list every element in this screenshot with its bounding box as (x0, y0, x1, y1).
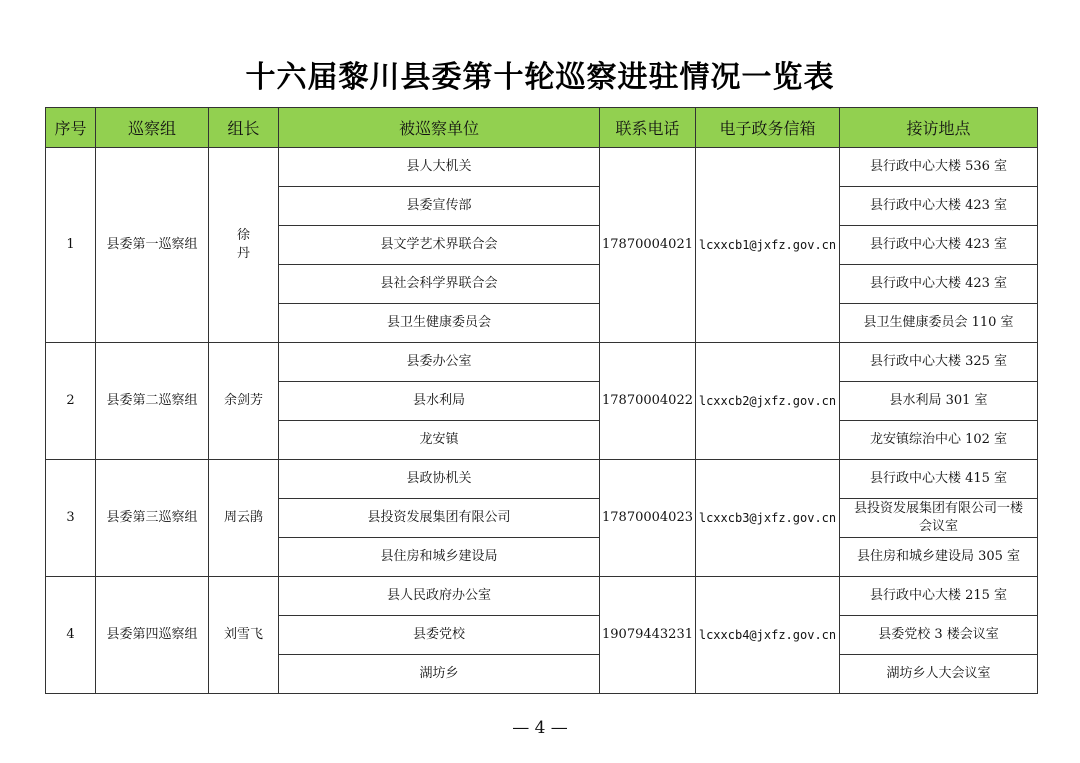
table-row (46, 460, 1038, 499)
inspected-unit: 县人民政府办公室 (279, 577, 600, 616)
visit-location: 县住房和城乡建设局 305 室 (840, 538, 1038, 577)
inspected-unit: 县住房和城乡建设局 (279, 538, 600, 577)
page-number: — 4 — (512, 718, 568, 738)
visit-location: 县行政中心大楼 536 室 (840, 148, 1038, 187)
table-row (46, 343, 1038, 382)
contact-phone: 17870004023 (600, 460, 696, 577)
group-leader: 刘雪飞 (209, 577, 279, 694)
visit-location: 县行政中心大楼 423 室 (840, 265, 1038, 304)
group-name: 县委第三巡察组 (96, 460, 209, 577)
contact-email: lcxxcb2@jxfz.gov.cn (696, 343, 840, 460)
document-title: 十六届黎川县委第十轮巡察进驻情况一览表 (245, 60, 835, 95)
header-email: 电子政务信箱 (696, 108, 840, 148)
header-index: 序号 (46, 108, 96, 148)
contact-phone: 17870004021 (600, 148, 696, 343)
inspected-unit: 县卫生健康委员会 (279, 304, 600, 343)
contact-phone: 17870004022 (600, 343, 696, 460)
header-group: 巡察组 (96, 108, 209, 148)
table-row (46, 577, 1038, 616)
inspected-unit: 县政协机关 (279, 460, 600, 499)
group-index: 1 (46, 148, 96, 343)
group-name: 县委第四巡察组 (96, 577, 209, 694)
table-header-row (46, 108, 1038, 148)
inspected-unit: 县投资发展集团有限公司 (279, 499, 600, 538)
visit-location: 县投资发展集团有限公司一楼会议室 (840, 499, 1038, 538)
contact-email: lcxxcb3@jxfz.gov.cn (696, 460, 840, 577)
header-location: 接访地点 (840, 108, 1038, 148)
header-phone: 联系电话 (600, 108, 696, 148)
group-leader: 周云鹃 (209, 460, 279, 577)
inspected-unit: 县委宣传部 (279, 187, 600, 226)
inspected-unit: 县社会科学界联合会 (279, 265, 600, 304)
visit-location: 县行政中心大楼 423 室 (840, 187, 1038, 226)
inspected-unit: 湖坊乡 (279, 655, 600, 694)
visit-location: 县水利局 301 室 (840, 382, 1038, 421)
group-index: 4 (46, 577, 96, 694)
group-name: 县委第二巡察组 (96, 343, 209, 460)
contact-phone: 19079443231 (600, 577, 696, 694)
inspected-unit: 县委办公室 (279, 343, 600, 382)
inspected-unit: 县文学艺术界联合会 (279, 226, 600, 265)
visit-location: 湖坊乡人大会议室 (840, 655, 1038, 694)
header-leader: 组长 (209, 108, 279, 148)
visit-location: 县委党校 3 楼会议室 (840, 616, 1038, 655)
inspected-unit: 龙安镇 (279, 421, 600, 460)
header-unit: 被巡察单位 (279, 108, 600, 148)
group-index: 3 (46, 460, 96, 577)
inspected-unit: 县水利局 (279, 382, 600, 421)
visit-location: 县卫生健康委员会 110 室 (840, 304, 1038, 343)
group-index: 2 (46, 343, 96, 460)
visit-location: 县行政中心大楼 415 室 (840, 460, 1038, 499)
inspected-unit: 县委党校 (279, 616, 600, 655)
group-name: 县委第一巡察组 (96, 148, 209, 343)
table-row (46, 148, 1038, 187)
visit-location: 县行政中心大楼 215 室 (840, 577, 1038, 616)
visit-location: 龙安镇综治中心 102 室 (840, 421, 1038, 460)
contact-email: lcxxcb1@jxfz.gov.cn (696, 148, 840, 343)
group-leader: 余剑芳 (209, 343, 279, 460)
group-leader: 徐丹 (209, 148, 279, 343)
visit-location: 县行政中心大楼 325 室 (840, 343, 1038, 382)
inspection-table (45, 107, 1038, 694)
visit-location: 县行政中心大楼 423 室 (840, 226, 1038, 265)
inspected-unit: 县人大机关 (279, 148, 600, 187)
contact-email: lcxxcb4@jxfz.gov.cn (696, 577, 840, 694)
